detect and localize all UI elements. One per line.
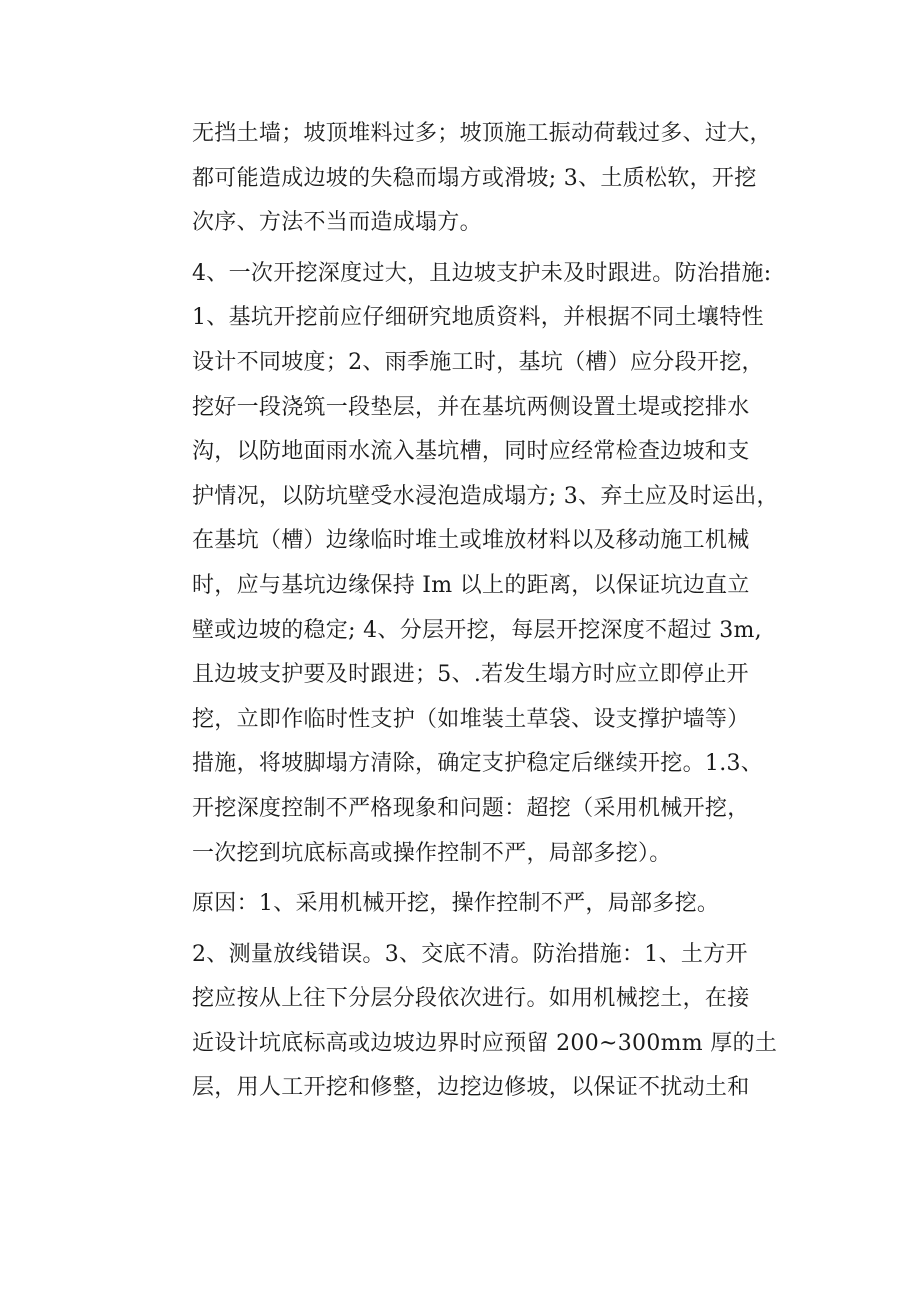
text-line: 壁或边坡的稳定; 4、分层开挖，每层开挖深度不超过 3m,: [192, 617, 762, 643]
text-line: 沟，以防地面雨水流入基坑槽，同时应经常检查边坡和支: [192, 439, 750, 465]
text-line: 时，应与基坑边缘保持 Im 以上的距离，以保证坑边直立: [192, 572, 750, 598]
text-line: 层，用人工开挖和修整，边挖边修坡，以保证不扰动土和: [192, 1075, 750, 1101]
text-line: 挖好一段浇筑一段垫层，并在基坑两侧设置土堤或挖排水: [192, 394, 750, 420]
text-line: 1、基坑开挖前应仔细研究地质资料，并根据不同土壤特性: [192, 305, 764, 331]
text-line: 设计不同坡度；2、雨季施工时，基坑（槽）应分段开挖，: [192, 349, 764, 375]
text-line: 次序、方法不当而造成塌方。: [192, 210, 482, 236]
text-line: 且边坡支护要及时跟进；5、.若发生塌方时应立即停止开: [192, 662, 749, 688]
text-line: 2、测量放线错误。3、交底不清。防治措施：1、土方开: [192, 941, 748, 967]
text-line: 原因：1、采用机械开挖，操作控制不严，局部多挖。: [192, 891, 720, 917]
text-line: 措施，将坡脚塌方清除，确定支护稳定后继续开挖。1.3、: [192, 751, 764, 777]
text-line: 护情况，以防坑壁受水浸泡造成塌方; 3、弃土应及时运出，: [192, 483, 779, 509]
text-line: 开挖深度控制不严格现象和问题：超挖（采用机械开挖，: [192, 795, 750, 821]
text-line: 4、一次开挖深度过大，且边坡支护未及时跟进。防治措施:: [192, 260, 772, 286]
text-line: 挖，立即作临时性支护（如堆装土草袋、设支撑护墙等）: [192, 706, 750, 732]
text-line: 近设计坑底标高或边坡边界时应预留 200~300mm 厚的土: [192, 1030, 778, 1056]
text-line: 在基坑（槽）边缘临时堆土或堆放材料以及移动施工机械: [192, 528, 750, 554]
text-line: 都可能造成边坡的失稳而塌方或滑坡; 3、土质松软，开挖: [192, 165, 757, 191]
text-line: 一次挖到坑底标高或操作控制不严，局部多挖）。: [192, 840, 672, 866]
body-text: [192, 112, 779, 1111]
text-line: 无挡土墙；坡顶堆料过多；坡顶施工振动荷载过多、过大，: [192, 121, 772, 146]
text-line: 挖应按从上往下分层分段依次进行。如用机械挖土，在接: [192, 986, 750, 1012]
